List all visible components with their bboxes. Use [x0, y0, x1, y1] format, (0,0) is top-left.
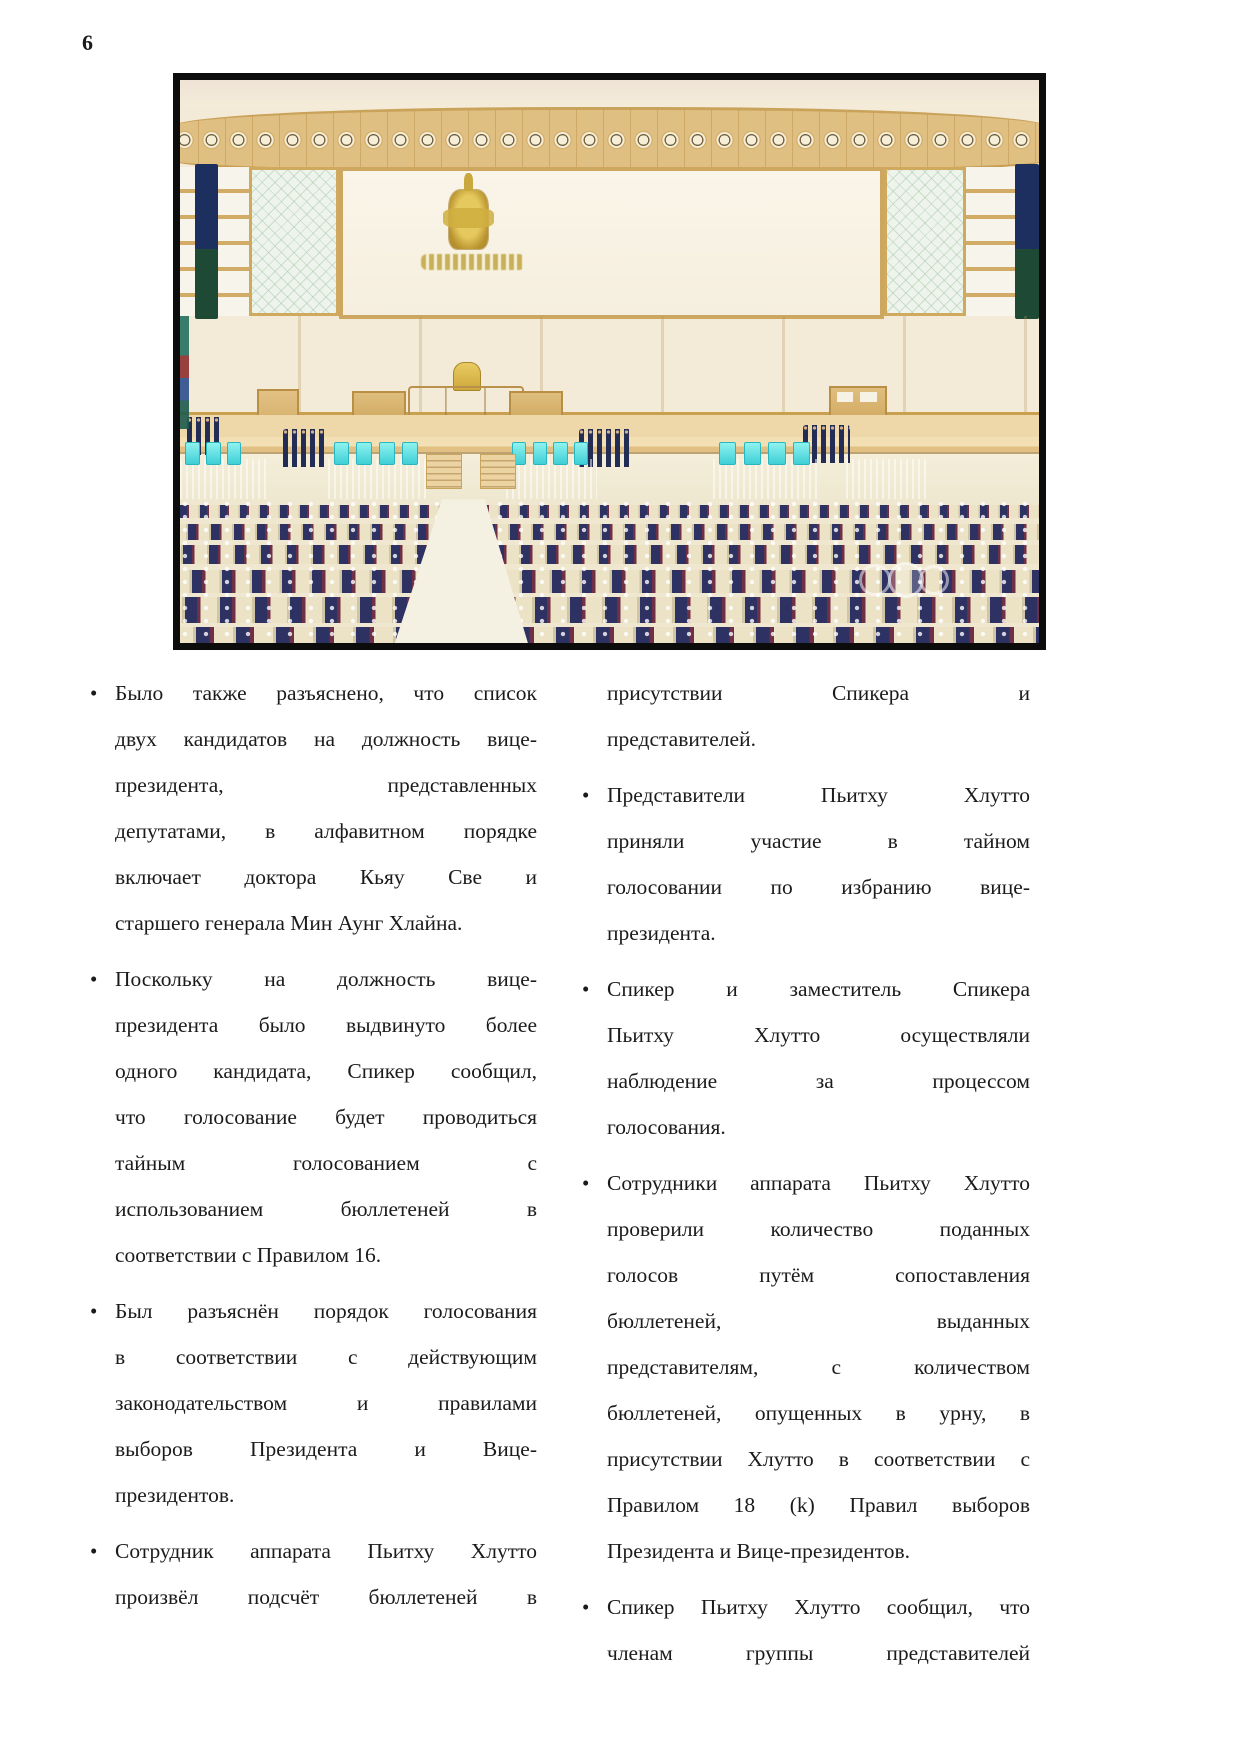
text-line: представителей.: [607, 727, 756, 751]
ballot-box: [379, 442, 395, 465]
ballot-box: [334, 442, 350, 465]
text-line: Был разъяснён порядок голосования: [115, 1299, 537, 1323]
text-line: Было также разъяснено, что список: [115, 681, 537, 705]
text-line: соответствии с Правилом 16.: [115, 1243, 382, 1267]
bullet-dot: •: [582, 1171, 590, 1195]
text-line: президента.: [607, 921, 716, 945]
text-line: президента было выдвинуто более: [115, 1013, 537, 1037]
right-flag: [1015, 164, 1039, 319]
bullet-dot: •: [90, 967, 98, 991]
text-line: Спикер и заместитель Спикера: [607, 977, 1030, 1001]
text-line: наблюдение за процессом: [607, 1069, 1030, 1093]
bullet-dot: •: [90, 1539, 98, 1563]
ballot-box: [719, 442, 736, 465]
text-line: голосов путём сопоставления: [607, 1263, 1030, 1287]
lower-wall: [180, 316, 1039, 415]
text-line: законодательством и правилами: [115, 1391, 537, 1415]
ballot-box: [533, 442, 547, 465]
text-line: членам группы представителей: [607, 1641, 1030, 1665]
ballot-box: [768, 442, 785, 465]
text-line: Пьитху Хлутто осуществляли: [607, 1023, 1030, 1047]
bullet-item: [85, 670, 537, 946]
page-number: 6: [82, 30, 93, 55]
text-line: тайным голосованием с: [115, 1151, 537, 1175]
ballot-box: [185, 442, 199, 465]
burmese-script-icon: [421, 254, 526, 270]
text-line: Сотрудники аппарата Пьитху Хлутто: [607, 1171, 1030, 1195]
text-line: присутствии Хлутто в соответствии с: [607, 1447, 1030, 1471]
text-line: двух кандидатов на должность вице-: [115, 727, 537, 751]
text-line: представителям, с количеством: [607, 1355, 1030, 1379]
left-diamond-panel: [249, 167, 339, 316]
text-line: одного кандидата, Спикер сообщил,: [115, 1059, 537, 1083]
ballot-box: [574, 442, 588, 465]
text-line: выборов Президента и Вице-: [115, 1437, 537, 1461]
people-group: [283, 429, 326, 467]
ballot-box: [402, 442, 418, 465]
medallion-frieze: [173, 107, 1046, 174]
text-line: в соответствии с действующим: [115, 1345, 537, 1369]
text-line: Правилом 18 (k) Правил выборов: [607, 1493, 1030, 1517]
ballot-box: [793, 442, 810, 465]
bullet-item: [85, 1528, 537, 1620]
center-stairs-right: [480, 454, 516, 489]
text-line: включает доктора Кьяу Све и: [115, 865, 537, 889]
tv-watermark-icon: [859, 553, 945, 601]
state-emblem-icon: [449, 190, 489, 249]
text-column-right: [577, 670, 1030, 1686]
paragraph-continuation: [577, 670, 1030, 762]
bullet-dot: •: [582, 783, 590, 807]
video-edge-artifact: [180, 316, 189, 429]
text-line: Президента и Вице-президентов.: [607, 1539, 911, 1563]
text-line: использованием бюллетеней в: [115, 1197, 537, 1221]
text-line: бюллетеней, выданных: [607, 1309, 1030, 1333]
green-table: [846, 459, 928, 504]
text-line: приняли участие в тайном: [607, 829, 1030, 853]
text-line: Поскольку на должность вице-: [115, 967, 537, 991]
bullet-item: [577, 772, 1030, 956]
text-line: президента, представленных: [115, 773, 537, 797]
green-table: [506, 459, 596, 504]
bullet-item: [577, 1584, 1030, 1676]
left-flag: [195, 164, 217, 319]
text-column-left: [85, 670, 537, 1630]
bullet-item: [85, 1288, 537, 1518]
right-diamond-panel: [884, 167, 966, 316]
bullet-dot: •: [90, 681, 98, 705]
text-line: Сотрудник аппарата Пьитху Хлутто: [115, 1539, 537, 1563]
text-line: бюллетеней, опущенных в урну, в: [607, 1401, 1030, 1425]
upper-wall-row: [180, 167, 1039, 316]
backdrop-wall: [339, 167, 884, 319]
text-line: голосования.: [607, 1115, 726, 1139]
ballot-box: [227, 442, 241, 465]
green-table: [713, 459, 820, 504]
center-stairs-left: [426, 454, 462, 489]
ballot-box: [553, 442, 567, 465]
text-line: Спикер Пьитху Хлутто сообщил, что: [607, 1595, 1030, 1619]
ballot-box: [744, 442, 761, 465]
text-line: присутствии Спикера и: [607, 681, 1030, 705]
green-table: [328, 459, 427, 504]
text-line: что голосование будет проводиться: [115, 1105, 537, 1129]
ceiling-band: [180, 80, 1039, 108]
text-line: произвёл подсчёт бюллетеней в: [115, 1585, 537, 1609]
text-line: старшего генерала Мин Аунг Хлайна.: [115, 911, 463, 935]
ballot-box: [356, 442, 372, 465]
bullet-dot: •: [90, 1299, 98, 1323]
text-line: проверили количество поданных: [607, 1217, 1030, 1241]
bullet-item: [85, 956, 537, 1278]
text-line: Представители Пьитху Хлутто: [607, 783, 1030, 807]
text-line: президентов.: [115, 1483, 235, 1507]
bullet-item: [577, 1160, 1030, 1574]
text-line: депутатами, в алфавитном порядке: [115, 819, 537, 843]
bullet-dot: •: [582, 1595, 590, 1619]
parliament-hall-photo: [173, 73, 1046, 650]
green-table: [180, 459, 270, 504]
bullet-item: [577, 966, 1030, 1150]
ballot-box: [206, 442, 220, 465]
bullet-dot: •: [582, 977, 590, 1001]
text-line: голосовании по избранию вице-: [607, 875, 1030, 899]
